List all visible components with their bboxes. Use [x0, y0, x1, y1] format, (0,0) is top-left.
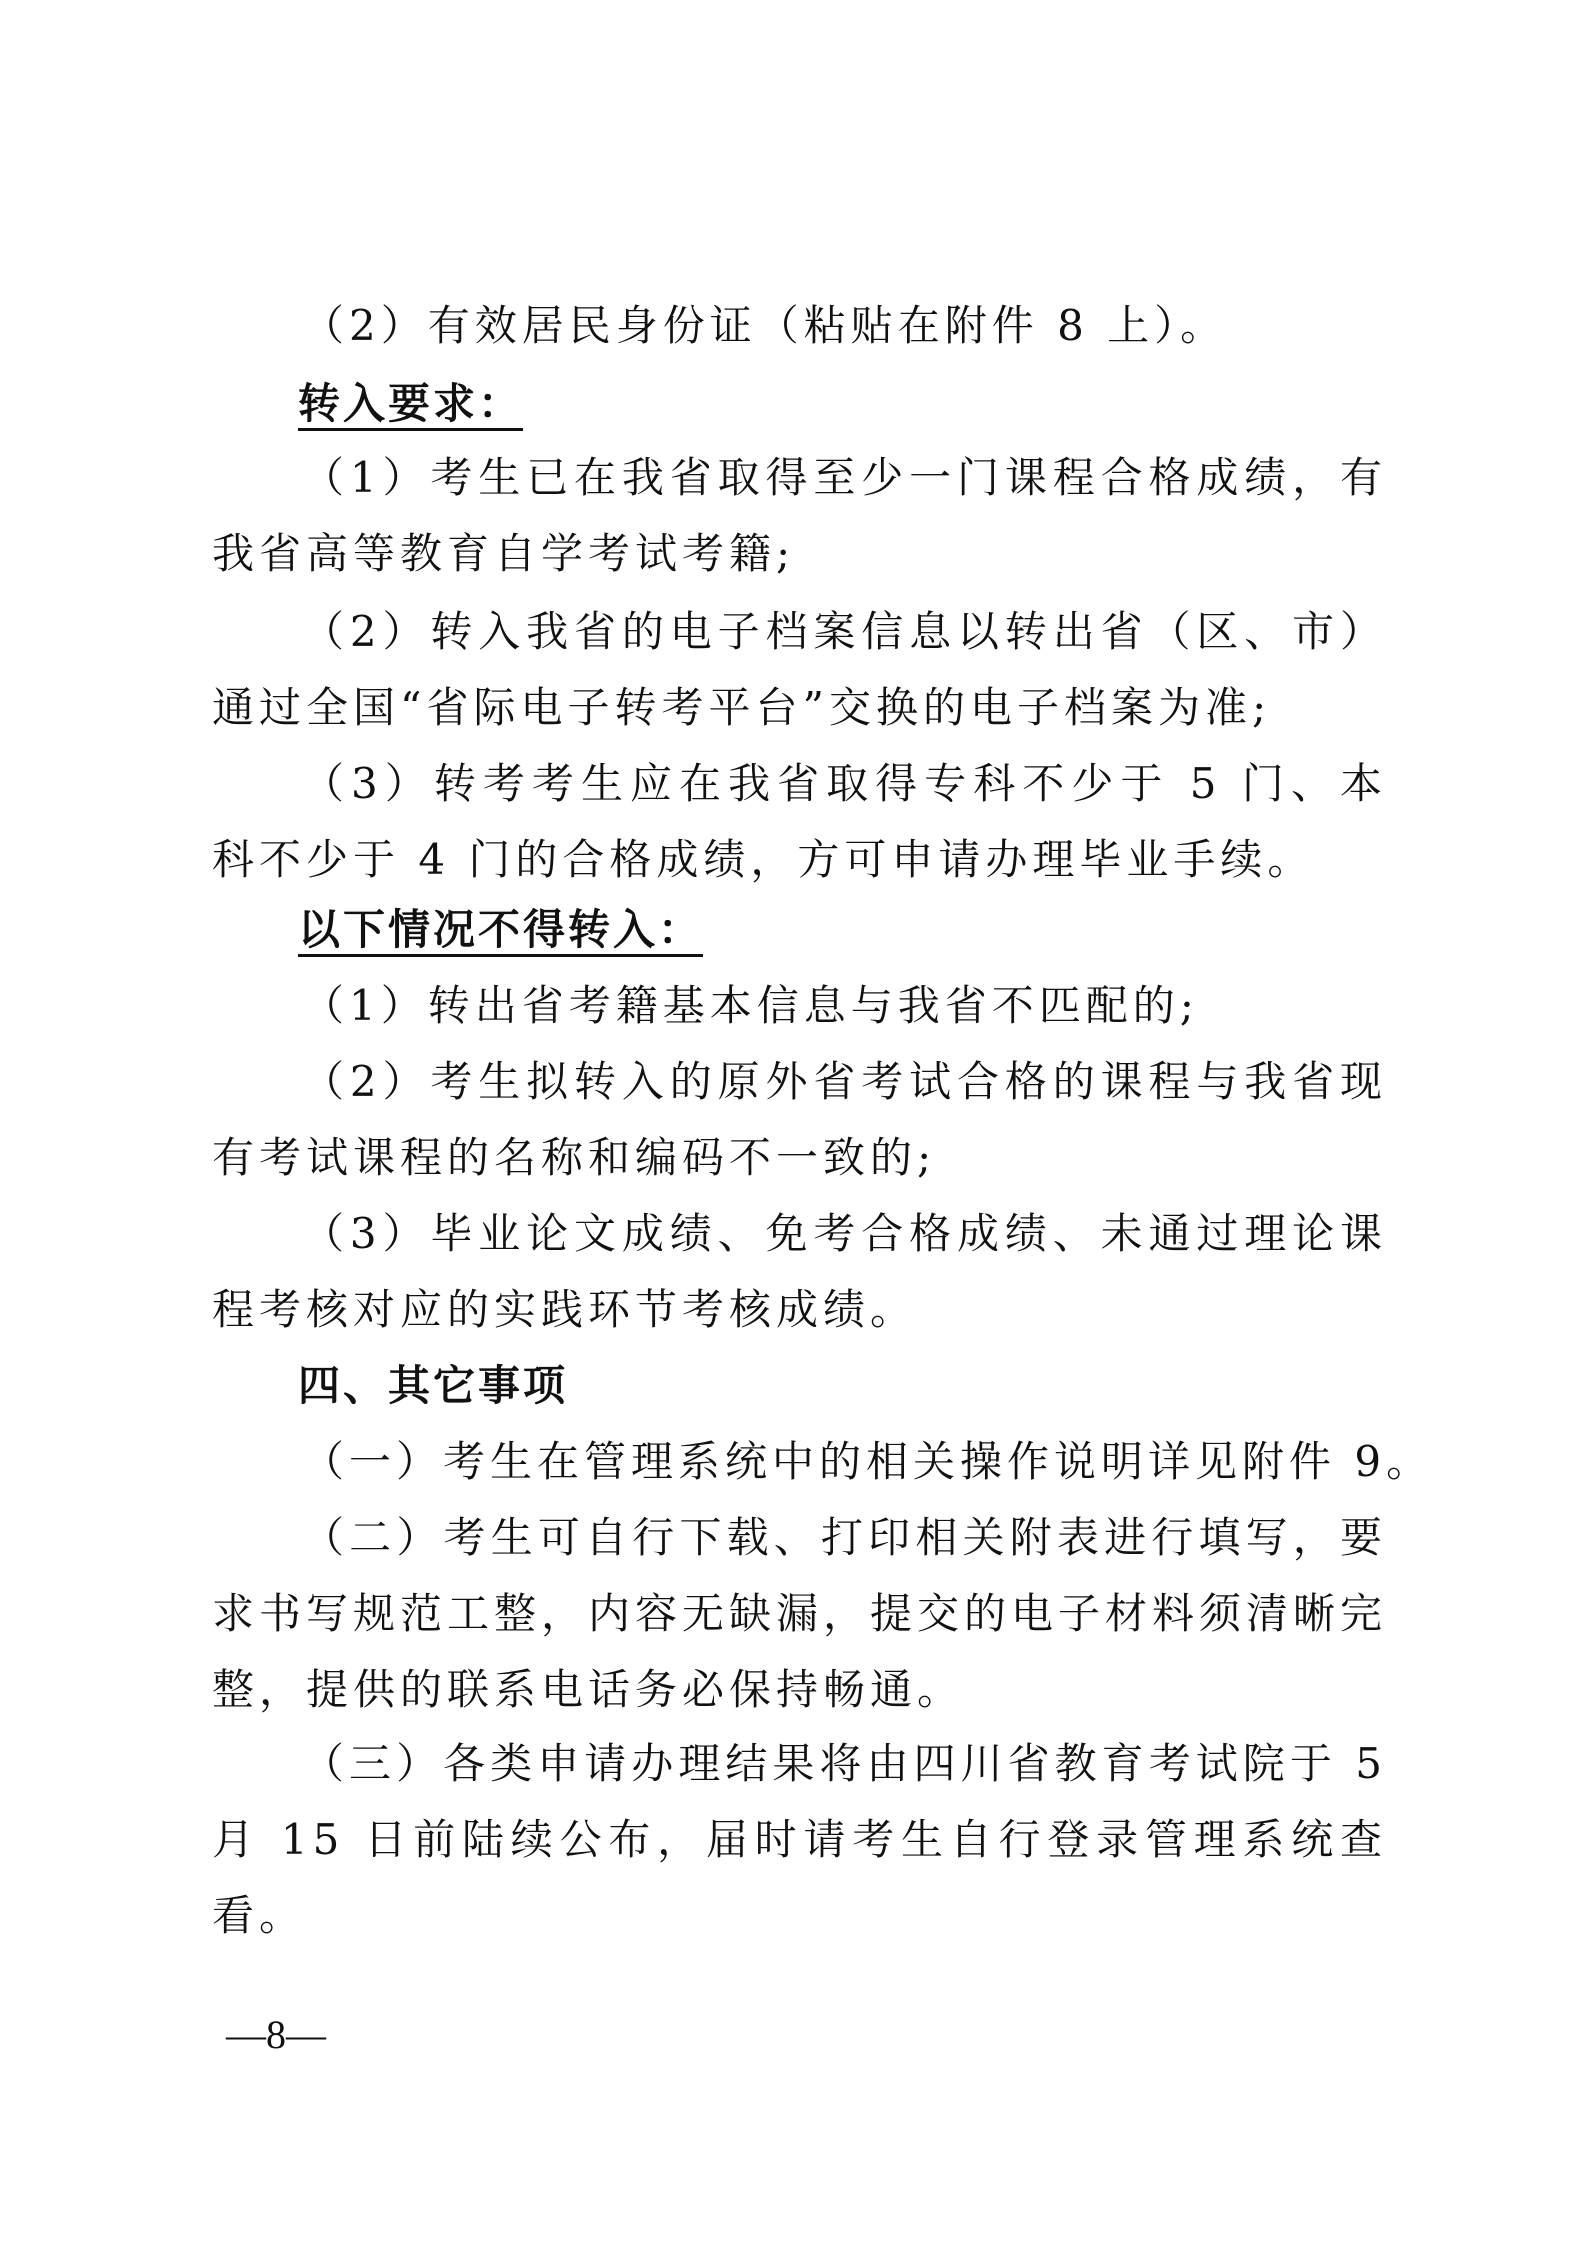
- paragraph-id-card: （2）有效居民身份证（粘贴在附件 8 上）。: [302, 301, 1228, 350]
- paragraph-requirement-3: （3）转考考生应在我省取得专科不少于 5 门、本科不少于 4 门的合格成绩，方可申请办理毕业手续。: [212, 759, 1387, 884]
- paragraph-requirement-1: （1）考生已在我省取得至少一门课程合格成绩，有我省高等教育自学考试考籍;: [212, 453, 1387, 578]
- paragraph-requirement-2: （2）转入我省的电子档案信息以转出省（区、市）通过全国“省际电子转考平台”交换的电子档案为准;: [212, 607, 1387, 732]
- heading-transfer-requirements: 转入要求：: [298, 379, 524, 428]
- heading-not-allowed: 以下情况不得转入：: [298, 905, 704, 954]
- paragraph-not-allowed-3: （3）毕业论文成绩、免考合格成绩、未通过理论课程考核对应的实践环节考核成绩。: [212, 1209, 1387, 1334]
- paragraph-other-3: （三）各类申请办理结果将由四川省教育考试院于 5 月 15 日前陆续公布，届时请考生自行登录管理系统查看。: [212, 1739, 1387, 1940]
- paragraph-not-allowed-2: （2）考生拟转入的原外省考试合格的课程与我省现有考试课程的名称和编码不一致的;: [212, 1057, 1387, 1182]
- page-number: —8—: [226, 2012, 326, 2057]
- paragraph-not-allowed-1: （1）转出省考籍基本信息与我省不匹配的;: [302, 981, 1199, 1030]
- paragraph-other-1: （一）考生在管理系统中的相关操作说明详见附件 9。: [302, 1437, 1434, 1486]
- heading-other-matters: 四、其它事项: [298, 1361, 569, 1410]
- paragraph-other-2: （二）考生可自行下载、打印相关附表进行填写，要求书写规范工整，内容无缺漏，提交的电子材料须清晰完整，提供的联系电话务必保持畅通。: [212, 1513, 1388, 1714]
